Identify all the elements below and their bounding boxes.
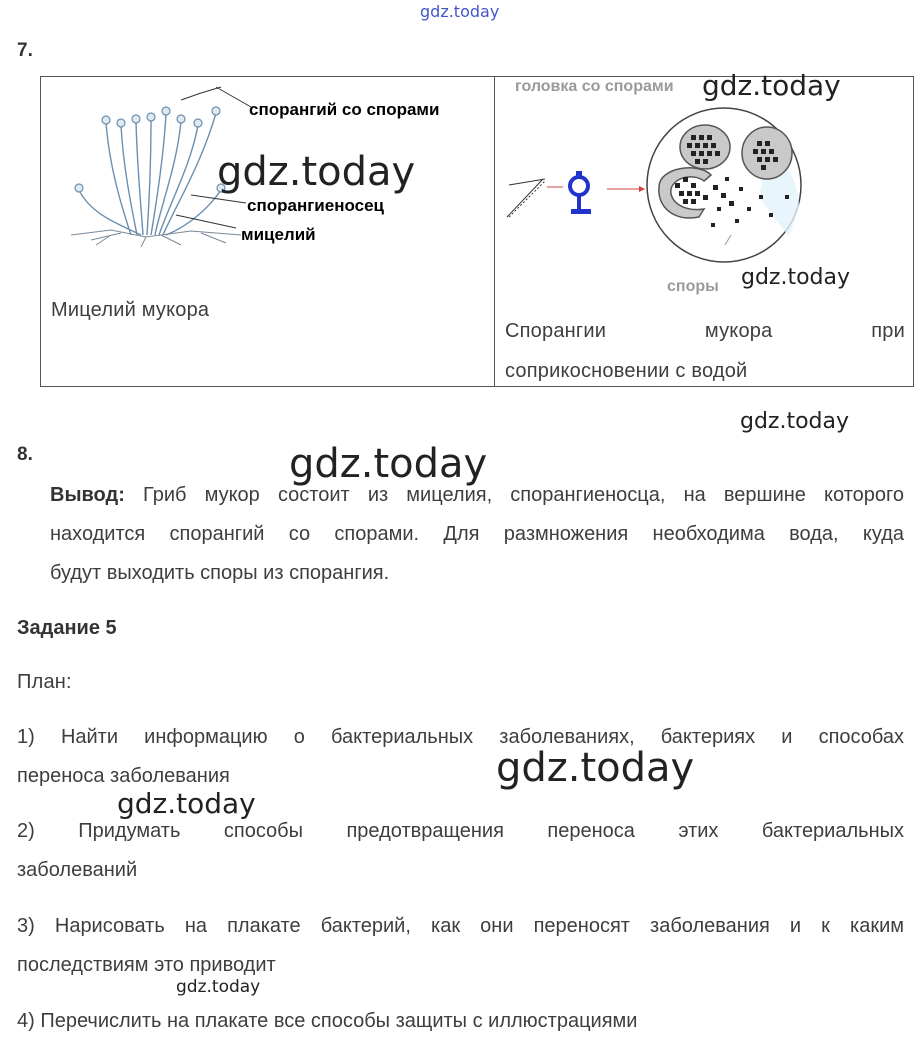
mycelium-cell xyxy=(41,77,495,387)
plan-item-1-line-2: переноса заболевания xyxy=(17,765,230,787)
mucor-figure-table xyxy=(40,69,914,387)
watermark-left-cell: gdz.today xyxy=(217,149,416,195)
watermark-right-bottom: gdz.today xyxy=(741,265,851,290)
sporangia-caption-line-1: Спорангии мукора при xyxy=(505,320,905,342)
label-sporangium: спорангий со спорами xyxy=(249,100,440,119)
conclusion-line-1 xyxy=(50,476,904,515)
plan-item-4-line-1: 4) Перечислить на плакате все способы защиты с иллюстрациями xyxy=(17,1010,638,1032)
microscope-icon xyxy=(570,171,591,214)
plan-item-2-line-2: заболеваний xyxy=(17,859,138,881)
mycelium-caption: Мицелий мукора xyxy=(51,299,210,321)
plan-item-1-line-1: 1) Найти информацию о бактериальных заболеваниях, бактериях и способах xyxy=(17,726,904,748)
plan-item-2 xyxy=(17,812,904,890)
label-sporangiophore: спорангиеносец xyxy=(247,196,384,215)
question-8-number: 8. xyxy=(17,444,33,465)
conclusion-label: Вывод: xyxy=(50,484,125,506)
conclusion-line-2: находится спорангий со спорами. Для размножения необходима вода, куда xyxy=(50,523,904,545)
question-7-number: 7. xyxy=(17,40,33,61)
watermark-plan-1: gdz.today xyxy=(496,745,695,791)
plan-item-3-line-1: 3) Нарисовать на плакате бактерий, как они переносят заболевания и к каким xyxy=(17,915,904,937)
task-5-title: Задание 5 xyxy=(17,617,117,639)
plan-item-1 xyxy=(17,718,904,796)
plan-item-2-line-1: 2) Придумать способы предотвращения переноса этих бактериальных xyxy=(17,820,904,842)
plan-item-4 xyxy=(17,1002,904,1041)
plan-label: План: xyxy=(17,671,72,693)
label-spores: споры xyxy=(667,278,719,295)
sporangia-water-illustration xyxy=(499,77,914,299)
plan-item-3 xyxy=(17,907,904,985)
sporangia-water-cell xyxy=(495,69,914,387)
watermark-top: gdz.today xyxy=(420,2,500,21)
watermark-plan-3: gdz.today xyxy=(176,977,261,997)
label-mycelium: мицелий xyxy=(241,225,316,244)
watermark-after-table: gdz.today xyxy=(740,409,850,434)
plan-item-3-line-2: последствиям это приводит xyxy=(17,954,276,976)
watermark-plan-2: gdz.today xyxy=(117,787,256,820)
label-head-with-spores: головка со спорами xyxy=(515,78,674,95)
sporangia-caption-line-2: соприкосновении с водой xyxy=(505,360,748,382)
sporangia-caption xyxy=(505,311,905,391)
watermark-q8: gdz.today xyxy=(289,441,488,487)
conclusion-line-3: будут выходить споры из спорангия. xyxy=(50,562,390,584)
conclusion-line-1-text: Гриб мукор состоит из мицелия, спорангиеносца, на вершине которого xyxy=(143,484,904,506)
conclusion-paragraph xyxy=(50,476,904,593)
watermark-right-top: gdz.today xyxy=(702,69,841,102)
